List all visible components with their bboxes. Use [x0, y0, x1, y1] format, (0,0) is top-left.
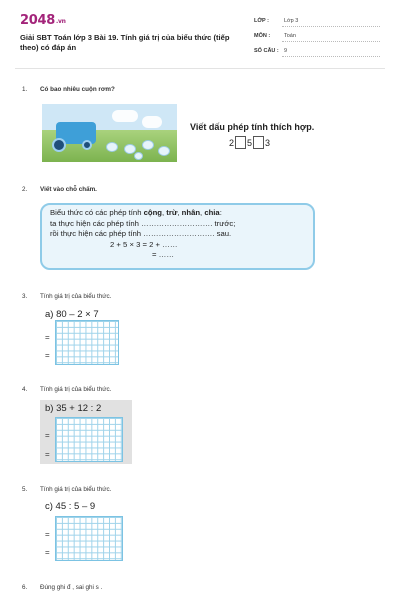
q5-expression: c) 45 : 5 – 9 [45, 501, 96, 512]
meta-subject-label: MÔN : [254, 33, 271, 39]
q2-line-3[interactable]: rồi thực hiện các phép tính ………………………. sau. [50, 229, 232, 238]
document-title: Giải SBT Toán lớp 3 Bài 19. Tính giá trị của biểu thức (tiếp theo) có đáp án [20, 33, 230, 52]
meta-subject [254, 30, 380, 42]
q4-equals-1: = [45, 431, 50, 440]
q2-rule-box [40, 203, 315, 270]
meta-class [254, 15, 380, 27]
q5-answer-grid[interactable] [55, 516, 123, 561]
q4-answer-grid[interactable] [55, 417, 123, 462]
meta-class-label: LỚP : [254, 18, 269, 24]
meta-subject-value: Toán [284, 33, 296, 39]
operator-box-1[interactable] [235, 136, 246, 149]
q2-line-5[interactable]: = …… [152, 250, 175, 259]
q4-expression: b) 35 + 12 : 2 [45, 403, 102, 414]
question-2: 2. Viết vào chỗ chấm. [22, 186, 97, 193]
question-3: 3. Tính giá trị của biểu thức. [22, 293, 112, 300]
q3-answer-grid[interactable] [55, 320, 119, 365]
meta-question-count [254, 45, 380, 57]
site-logo[interactable]: 2048.vn [20, 13, 66, 28]
question-6: 6. Đúng ghi đ , sai ghi s . [22, 584, 103, 591]
meta-class-value: Lớp 3 [284, 18, 299, 24]
meta-count-label: SỐ CÂU : [254, 48, 279, 54]
q3-equals-2: = [45, 351, 50, 360]
meta-count-value: 9 [284, 48, 288, 54]
q5-equals-1: = [45, 530, 50, 539]
q3-expression: a) 80 – 2 × 7 [45, 309, 99, 320]
question-1: 1. Có bao nhiêu cuộn rơm? [22, 86, 115, 93]
operator-box-2[interactable] [253, 136, 264, 149]
q4-equals-2: = [45, 450, 50, 459]
q5-equals-2: = [45, 548, 50, 557]
straw-field-image [42, 104, 177, 162]
header-divider [15, 68, 385, 69]
q2-line-2[interactable]: ta thực hiện các phép tính ………………………. trước; [50, 218, 236, 228]
q2-line-4[interactable]: 2 + 5 × 3 = 2 + …… [110, 239, 178, 249]
question-4: 4. Tính giá trị của biểu thức. [22, 386, 112, 393]
question-5: 5. Tính giá trị của biểu thức. [22, 486, 112, 493]
q2-line-1: Biểu thức có các phép tính cộng, trừ, nhân, chia: [50, 208, 222, 217]
q3-equals-1: = [45, 333, 50, 342]
q1-instruction: Viết dấu phép tính thích hợp. [190, 122, 315, 132]
q1-equation: 2 5 3 [229, 137, 271, 148]
